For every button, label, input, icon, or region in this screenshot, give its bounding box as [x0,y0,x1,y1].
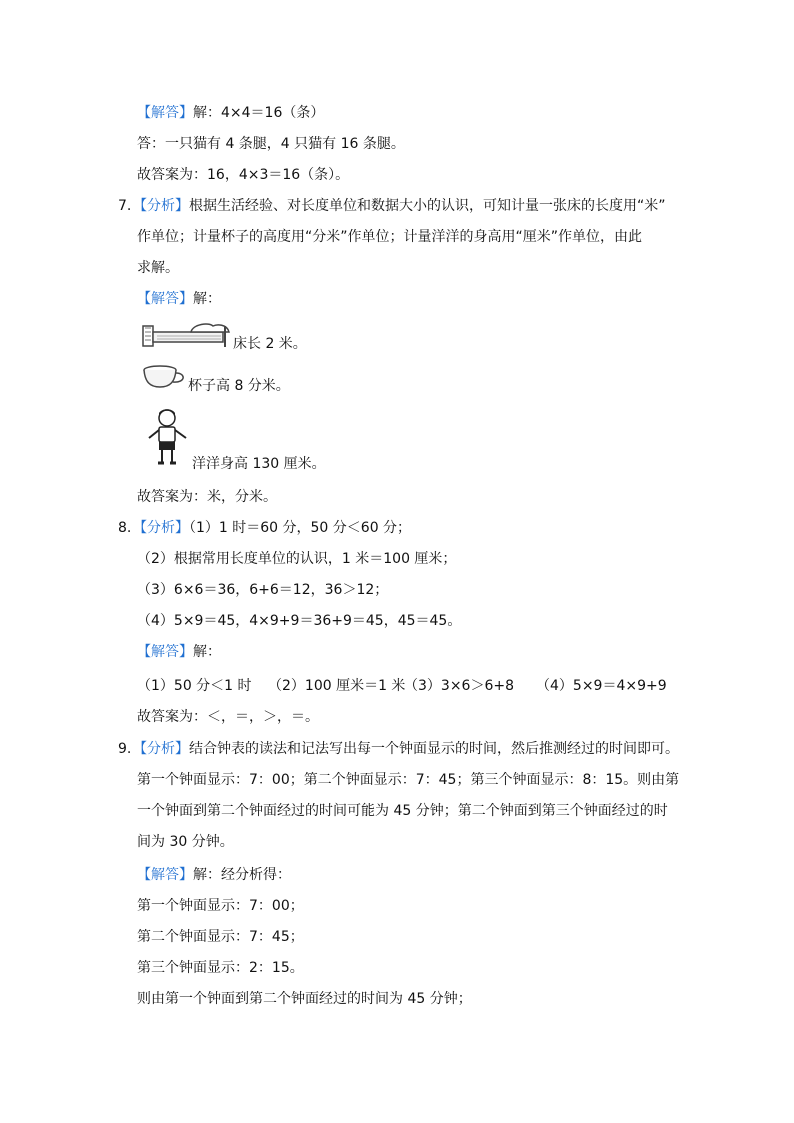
q7-boy-text: 洋洋身高 130 厘米。 [192,456,326,472]
boy-image [145,408,191,466]
q6-answer-line [137,103,324,123]
cup-image [142,364,188,390]
q7-analysis-line-1 [133,196,666,216]
answer-tag: 【解答】 [137,644,193,660]
analysis-tag: 【分析】 [133,520,189,536]
q6-answer-text: 解：4×4＝16（条） [193,105,325,121]
q7-final: 故答案为：米，分米。 [137,489,277,505]
q7-analysis-line-3: 求解。 [137,260,179,276]
q9-step-2: 第二个钟面显示：7：45； [137,929,304,945]
q9-answer-text: 解：经分析得： [193,867,291,883]
q9-step-1: 第一个钟面显示：7：00； [137,898,304,914]
q8-number: 8. [118,520,132,536]
q9-step-4: 则由第一个钟面到第二个钟面经过的时间为 45 分钟； [137,991,472,1007]
q6-reply: 答：一只猫有 4 条腿，4 只猫有 16 条腿。 [137,136,405,152]
q7-answer-line [137,289,221,309]
q8-result-4: （4）5×9＝4×9+9 [536,678,667,694]
q8-analysis-line-2: （2）根据常用长度单位的认识，1 米＝100 厘米； [137,551,457,567]
q8-analysis-line-1 [133,518,411,538]
q9-step-3: 第三个钟面显示：2：15。 [137,960,304,976]
answer-tag: 【解答】 [137,291,193,307]
q8-answer-line [137,642,221,662]
q7-number: 7. [118,198,132,214]
q9-analysis-line-2: 第一个钟面显示：7：00；第二个钟面显示：7：45；第三个钟面显示：8：15。则由第 [137,772,680,788]
analysis-tag: 【分析】 [133,198,189,214]
q8-result-2: （2）100 厘米＝1 米 [268,678,406,694]
q9-answer-line [137,865,291,885]
q8-analysis-line-3: （3）6×6＝36，6+6＝12，36＞12； [137,582,389,598]
q8-analysis-line-4: （4）5×9＝45，4×9+9＝36+9＝45，45＝45。 [137,613,462,629]
q7-bed-text: 床长 2 米。 [233,336,307,352]
q7-cup-text: 杯子高 8 分米。 [188,378,290,394]
q8-result-1: （1）50 分＜1 时 [137,678,252,694]
q7-answer-text: 解： [193,291,221,307]
q9-analysis-line-1 [133,739,679,759]
q8-result-3: （3）3×6＞6+8 [404,678,514,694]
q7-analysis-text: 根据生活经验、对长度单位和数据大小的认识，可知计量一张床的长度用“米” [189,198,666,214]
q6-final: 故答案为：16，4×3＝16（条）。 [137,167,350,183]
analysis-tag: 【分析】 [133,741,189,757]
q8-answer-text: 解： [193,644,221,660]
q9-analysis-line-3: 一个钟面到第二个钟面经过的时间可能为 45 分钟；第二个钟面到第三个钟面经过的时 [137,803,668,819]
q9-analysis-line-4: 间为 30 分钟。 [137,834,234,850]
q9-number: 9. [118,741,132,757]
q7-analysis-line-2: 作单位；计量杯子的高度用“分米”作单位；计量洋洋的身高用“厘米”作单位，由此 [137,229,643,245]
answer-tag: 【解答】 [137,105,193,121]
q9-analysis-text: 结合钟表的读法和记法写出每一个钟面显示的时间，然后推测经过的时间即可。 [189,741,679,757]
bed-image [141,320,231,348]
answer-tag: 【解答】 [137,867,193,883]
q8-analysis-text: （1）1 时＝60 分，50 分＜60 分； [189,520,412,536]
q8-final: 故答案为：＜，＝，＞，＝。 [137,709,319,725]
